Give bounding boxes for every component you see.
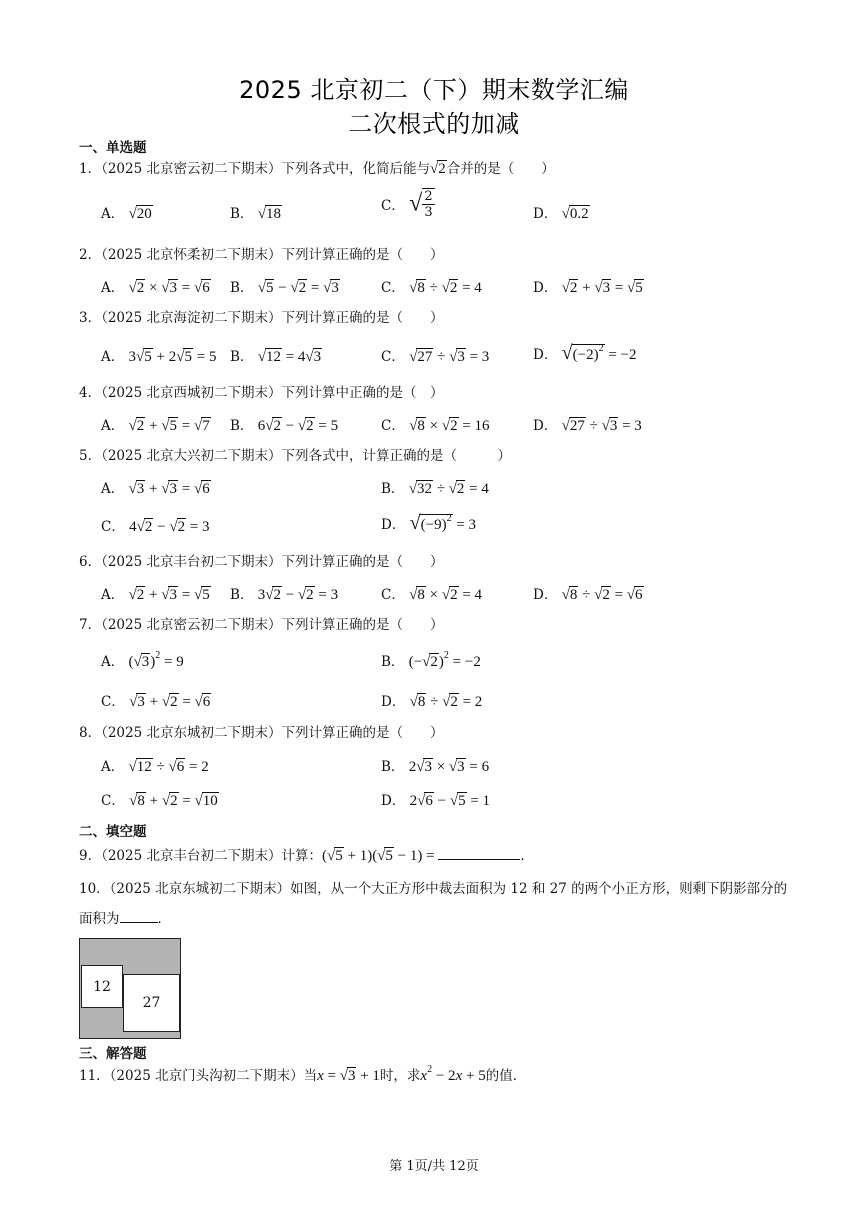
q6-option-a[interactable]: A． √2 + √3 = √5 — [101, 587, 210, 603]
q3-option-a[interactable]: A． 3√5 + 2√5 = 5 — [101, 349, 217, 365]
question-3: 3．（2025 北京海淀初二下期末）下列计算正确的是（ ） — [79, 310, 444, 326]
q1-option-a[interactable]: A． √20 — [101, 206, 152, 222]
question-6: 6．（2025 北京丰台初二下期末）下列计算正确的是（ ） — [79, 554, 444, 570]
q6-option-c[interactable]: C． √8 × √2 = 4 — [381, 587, 483, 603]
document-title: 2025 北京初二（下）期末数学汇编 — [239, 76, 629, 104]
q6-option-d[interactable]: D． √8 ÷ √2 = √6 — [533, 587, 643, 603]
q4-option-a[interactable]: A． √2 + √5 = √7 — [101, 418, 210, 434]
q1-option-d[interactable]: D． √0.2 — [533, 206, 589, 222]
q4-option-d[interactable]: D． √27 ÷ √3 = 3 — [533, 418, 642, 434]
q3-option-c[interactable]: C． √27 ÷ √3 = 3 — [381, 349, 490, 365]
question-5: 5．（2025 北京大兴初二下期末）下列各式中，计算正确的是（ ） — [79, 448, 511, 464]
q8-option-b[interactable]: B． 2√3 × √3 = 6 — [381, 759, 490, 775]
q8-option-d[interactable]: D． 2√6 − √5 = 1 — [381, 793, 491, 809]
section-heading-fill-in: 二、填空题 — [79, 824, 147, 840]
q7-option-b[interactable]: B． $(-√2)^2 = -2$ — [381, 650, 481, 670]
q3-option-b[interactable]: B． √12 = 4√3 — [230, 349, 322, 365]
q8-option-c[interactable]: C． √8 + √2 = √10 — [101, 793, 218, 809]
q7-option-a[interactable]: A． $(√3)^2 = 9$ — [101, 650, 184, 670]
small-square-12: 12 — [81, 965, 123, 1008]
q6-option-b[interactable]: B． 3√2 − √2 = 3 — [230, 587, 339, 603]
q7-option-c[interactable]: C． √3 + √2 = √6 — [101, 694, 211, 710]
q5-option-b[interactable]: B． √32 ÷ √2 = 4 — [381, 481, 489, 497]
question-10: 10．（2025 北京东城初二下期末）如图，从一个大正方形中裁去面积为 12 和 27 的两个小正方形，则剩下阴影部分的面积为 ． — [79, 881, 788, 927]
q4-option-c[interactable]: C． √8 × √2 = 16 — [381, 418, 490, 434]
question-1: 1．（2025 北京密云初二下期末）下列各式中，化简后能与√2合并的是（ ） — [79, 161, 555, 177]
answer-blank-9[interactable] — [438, 859, 520, 860]
section-heading-single-choice: 一、单选题 — [79, 140, 147, 156]
q8-option-a[interactable]: A． √12 ÷ √6 = 2 — [101, 759, 209, 775]
question-8: 8．（2025 北京东城初二下期末）下列计算正确的是（ ） — [79, 725, 444, 741]
question-4: 4．（2025 北京西城初二下期末）下列计算中正确的是（ ） — [79, 385, 444, 401]
q5-option-c[interactable]: C． 4√2 − √2 = 3 — [101, 519, 210, 535]
question-2: 2．（2025 北京怀柔初二下期末）下列计算正确的是（ ） — [79, 247, 444, 263]
page-footer: 第 1页/共 12页 — [389, 1159, 479, 1174]
q2-option-a[interactable]: A． √2 × √3 = √6 — [101, 280, 210, 296]
q7-option-d[interactable]: D． √8 ÷ √2 = 2 — [381, 694, 483, 710]
q2-option-c[interactable]: C． √8 ÷ √2 = 4 — [381, 280, 482, 296]
square-figure — [79, 938, 181, 1039]
question-9: 9．（2025 北京丰台初二下期末）计算：(√5 + 1)(√5 − 1) = ． — [79, 848, 534, 864]
q1-option-b[interactable]: B． √18 — [230, 206, 281, 222]
section-heading-answer: 三、解答题 — [79, 1046, 147, 1062]
q2-option-b[interactable]: B． √5 − √2 = √3 — [230, 280, 339, 296]
document-subtitle: 二次根式的加减 — [348, 110, 520, 138]
question-7: 7．（2025 北京密云初二下期末）下列计算正确的是（ ） — [79, 617, 444, 633]
q5-option-a[interactable]: A． √3 + √3 = √6 — [101, 481, 210, 497]
answer-blank-10[interactable] — [120, 922, 158, 923]
q4-option-b[interactable]: B． 6√2 − √2 = 5 — [230, 418, 339, 434]
q3-option-d[interactable]: D． $√(-2)^2 = -2$ — [533, 342, 637, 364]
q1-option-c[interactable]: C． √ $\frac{2}{3}$ — [381, 189, 433, 220]
q5-option-d[interactable]: D． $√(-9)^2 = 3$ — [381, 512, 477, 534]
q2-option-d[interactable]: D． √2 + √3 = √5 — [533, 280, 643, 296]
question-11: 11．（2025 北京门头沟初二下期末）当x = √3 + 1时，求$x^2 - 2x + 5$的值． — [79, 1064, 527, 1084]
large-square-27: 27 — [123, 974, 180, 1032]
